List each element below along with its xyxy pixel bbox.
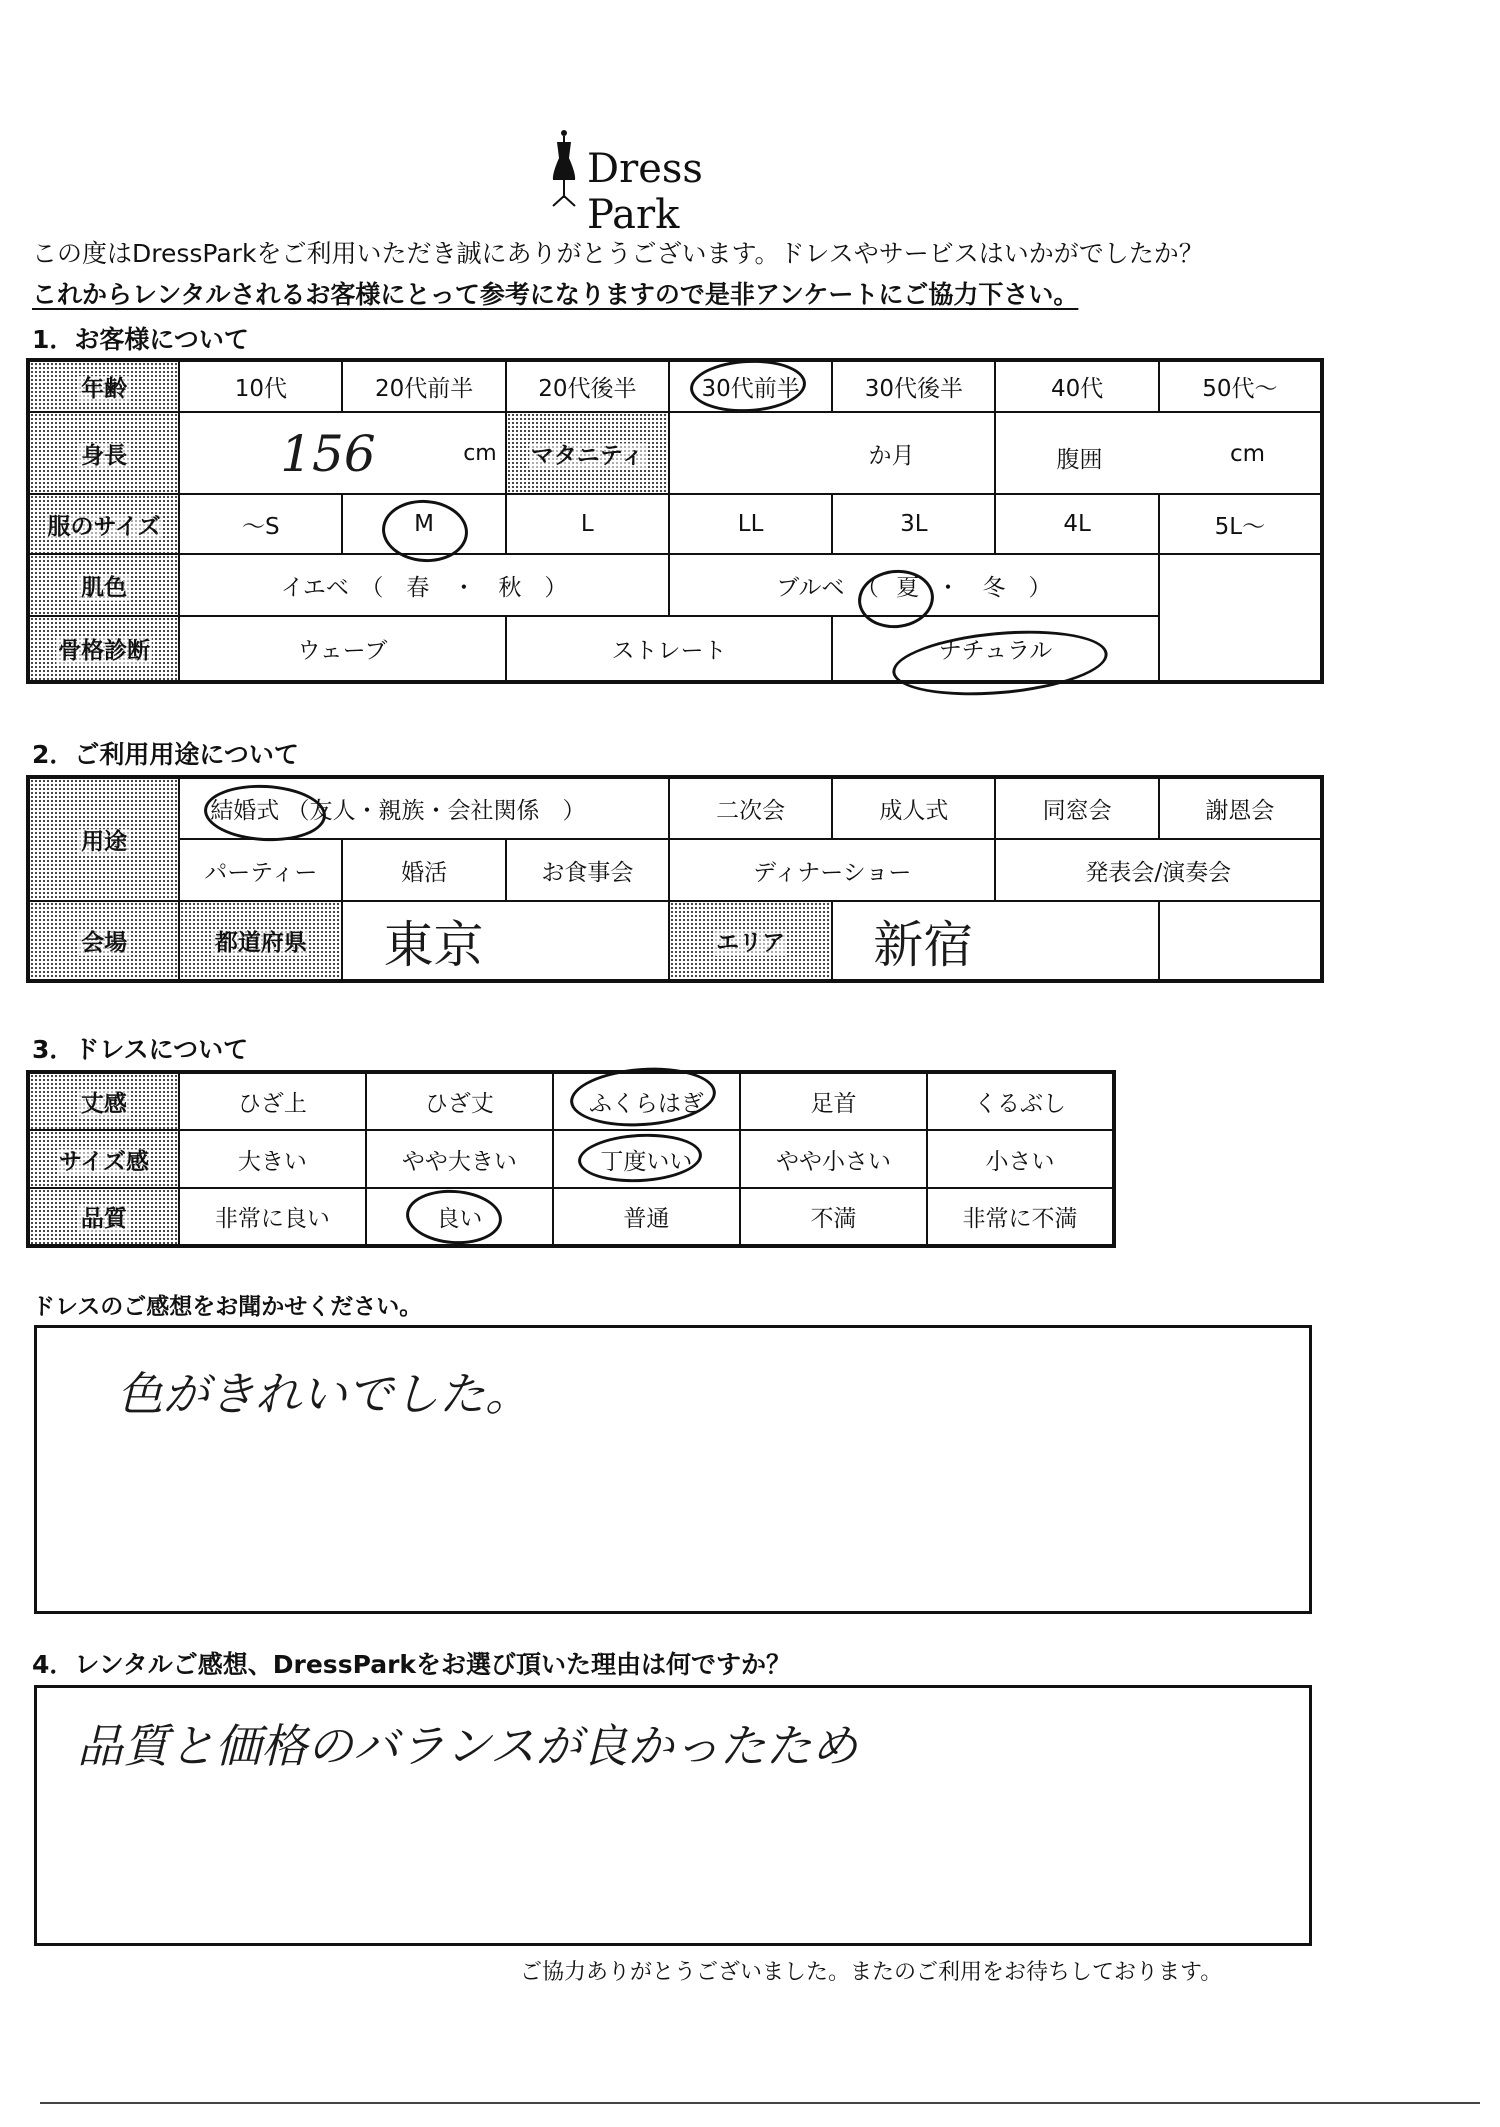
age-option-selected[interactable]: 30代前半 — [669, 360, 832, 412]
wedding-option[interactable] — [179, 777, 669, 839]
fit-header: サイズ感 — [28, 1130, 179, 1188]
age-option[interactable]: 40代 — [995, 360, 1158, 412]
body-type-option-selected[interactable]: ナチュラル — [832, 616, 1159, 682]
logo-text: Dress Park — [587, 146, 703, 238]
body-type-option[interactable]: ストレート — [506, 616, 833, 682]
purpose-option[interactable]: 婚活 — [342, 839, 505, 901]
area-header: エリア — [669, 901, 832, 981]
height-field[interactable] — [179, 412, 506, 494]
height-value: 156 — [280, 425, 376, 483]
age-header: 年齢 — [28, 360, 179, 412]
yellow-base-option[interactable]: イエベ （ 春 ・ 秋 ） — [179, 554, 669, 616]
impression-prompt: ドレスのご感想をお聞かせください。 — [32, 1294, 423, 1320]
age-option[interactable]: 10代 — [179, 360, 342, 412]
months-unit: か月 — [868, 442, 915, 469]
dress-table — [26, 1070, 1116, 1248]
length-option[interactable]: ひざ丈 — [366, 1072, 553, 1130]
blue-base-option[interactable] — [669, 554, 1159, 616]
purpose-option[interactable]: パーティー — [179, 839, 342, 901]
length-option[interactable]: 足首 — [740, 1072, 927, 1130]
purpose-table — [26, 775, 1324, 983]
height-unit: cm — [463, 441, 497, 466]
quality-option-selected[interactable]: 良い — [366, 1188, 553, 1246]
quality-option[interactable]: 不満 — [740, 1188, 927, 1246]
waist-field[interactable] — [995, 412, 1322, 494]
age-option[interactable]: 50代〜 — [1159, 360, 1322, 412]
length-header: 丈感 — [28, 1072, 179, 1130]
dress-form-icon — [545, 128, 583, 208]
wedding-label: 結婚式 — [210, 798, 280, 824]
size-option[interactable]: L — [506, 494, 669, 554]
age-row — [28, 360, 1322, 412]
size-option[interactable]: 5L〜 — [1159, 494, 1322, 554]
reason-answer: 品質と価格のバランスが良かったため — [77, 1719, 858, 1773]
maternity-header: マタニティ — [506, 412, 669, 494]
purpose-header: 用途 — [28, 777, 179, 901]
size-option[interactable]: 〜S — [179, 494, 342, 554]
body-type-row — [28, 616, 1322, 682]
purpose-row-1 — [28, 777, 1322, 839]
purpose-option[interactable]: 同窓会 — [995, 777, 1158, 839]
fit-option[interactable]: やや大きい — [366, 1130, 553, 1188]
venue-row — [28, 901, 1322, 981]
purpose-option[interactable]: 成人式 — [832, 777, 995, 839]
height-header: 身長 — [28, 412, 179, 494]
maternity-months-field[interactable] — [669, 412, 996, 494]
blank-cell — [1159, 616, 1322, 682]
fit-option-selected[interactable]: 丁度いい — [553, 1130, 740, 1188]
size-option[interactable]: 4L — [995, 494, 1158, 554]
quality-option[interactable]: 非常に不満 — [927, 1188, 1114, 1246]
blank-cell — [1159, 554, 1322, 616]
closing-text: ご協力ありがとうございました。またのご利用をお待ちしております。 — [520, 1960, 1223, 1985]
prefecture-header: 都道府県 — [179, 901, 342, 981]
section2-title: 2．ご利用用途について — [32, 740, 299, 769]
reason-box[interactable] — [34, 1685, 1312, 1946]
section1-title: 1．お客様について — [32, 325, 249, 354]
purpose-option[interactable]: 二次会 — [669, 777, 832, 839]
blue-base-summer: 夏 — [896, 574, 920, 601]
customer-info-table — [26, 358, 1324, 684]
wedding-detail: （友人・親族・会社関係 ） — [286, 798, 586, 824]
height-row — [28, 412, 1322, 494]
length-option[interactable]: くるぶし — [927, 1072, 1114, 1130]
waist-label: 腹囲 — [1056, 447, 1103, 473]
size-row — [28, 494, 1322, 554]
fit-option[interactable]: 小さい — [927, 1130, 1114, 1188]
size-option-selected[interactable]: M — [342, 494, 505, 554]
quality-option[interactable]: 非常に良い — [179, 1188, 366, 1246]
size-option[interactable]: LL — [669, 494, 832, 554]
page-bottom-line — [40, 2102, 1480, 2104]
length-option[interactable]: ひざ上 — [179, 1072, 366, 1130]
fit-option[interactable]: やや小さい — [740, 1130, 927, 1188]
area-field[interactable] — [832, 901, 1159, 981]
fit-option[interactable]: 大きい — [179, 1130, 366, 1188]
intro-text: この度はDressParkをご利用いただき誠にありがとうございます。ドレスやサービスはいかがでしたか？ — [32, 239, 1204, 268]
purpose-option[interactable]: お食事会 — [506, 839, 669, 901]
length-option-selected[interactable]: ふくらはぎ — [553, 1072, 740, 1130]
section4-title: 4．レンタルご感想、DressParkをお選び頂いた理由は何ですか？ — [32, 1650, 792, 1679]
prefecture-field[interactable] — [342, 901, 669, 981]
purpose-option[interactable]: 謝恩会 — [1159, 777, 1322, 839]
body-type-header: 骨格診断 — [28, 616, 179, 682]
blank-cell — [1159, 901, 1322, 981]
impression-box[interactable] — [34, 1325, 1312, 1614]
blue-base-prefix: ブルベ （ — [776, 574, 879, 601]
blue-base-suffix: ・ 冬 ） — [936, 574, 1052, 601]
quality-row — [28, 1188, 1114, 1246]
fit-row — [28, 1130, 1114, 1188]
intro-request: これからレンタルされるお客様にとって参考になりますので是非アンケートにご協力下さい。 — [32, 280, 1079, 309]
prefecture-value: 東京 — [383, 915, 484, 974]
waist-unit: cm — [1229, 441, 1265, 467]
body-type-option[interactable]: ウェーブ — [179, 616, 506, 682]
purpose-option[interactable]: 発表会/演奏会 — [995, 839, 1322, 901]
size-header: 服のサイズ — [28, 494, 179, 554]
quality-option[interactable]: 普通 — [553, 1188, 740, 1246]
skin-row — [28, 554, 1322, 616]
section3-title: 3．ドレスについて — [32, 1035, 249, 1064]
purpose-row-2 — [28, 839, 1322, 901]
area-value: 新宿 — [873, 915, 974, 974]
age-option[interactable]: 20代前半 — [342, 360, 505, 412]
venue-header: 会場 — [28, 901, 179, 981]
quality-header: 品質 — [28, 1188, 179, 1246]
age-option[interactable]: 30代後半 — [832, 360, 995, 412]
size-option[interactable]: 3L — [832, 494, 995, 554]
dresspark-logo — [545, 128, 785, 238]
purpose-option[interactable]: ディナーショー — [669, 839, 996, 901]
age-option[interactable]: 20代後半 — [506, 360, 669, 412]
impression-answer: 色がきれいでした。 — [117, 1367, 531, 1421]
skin-header: 肌色 — [28, 554, 179, 616]
length-row — [28, 1072, 1114, 1130]
